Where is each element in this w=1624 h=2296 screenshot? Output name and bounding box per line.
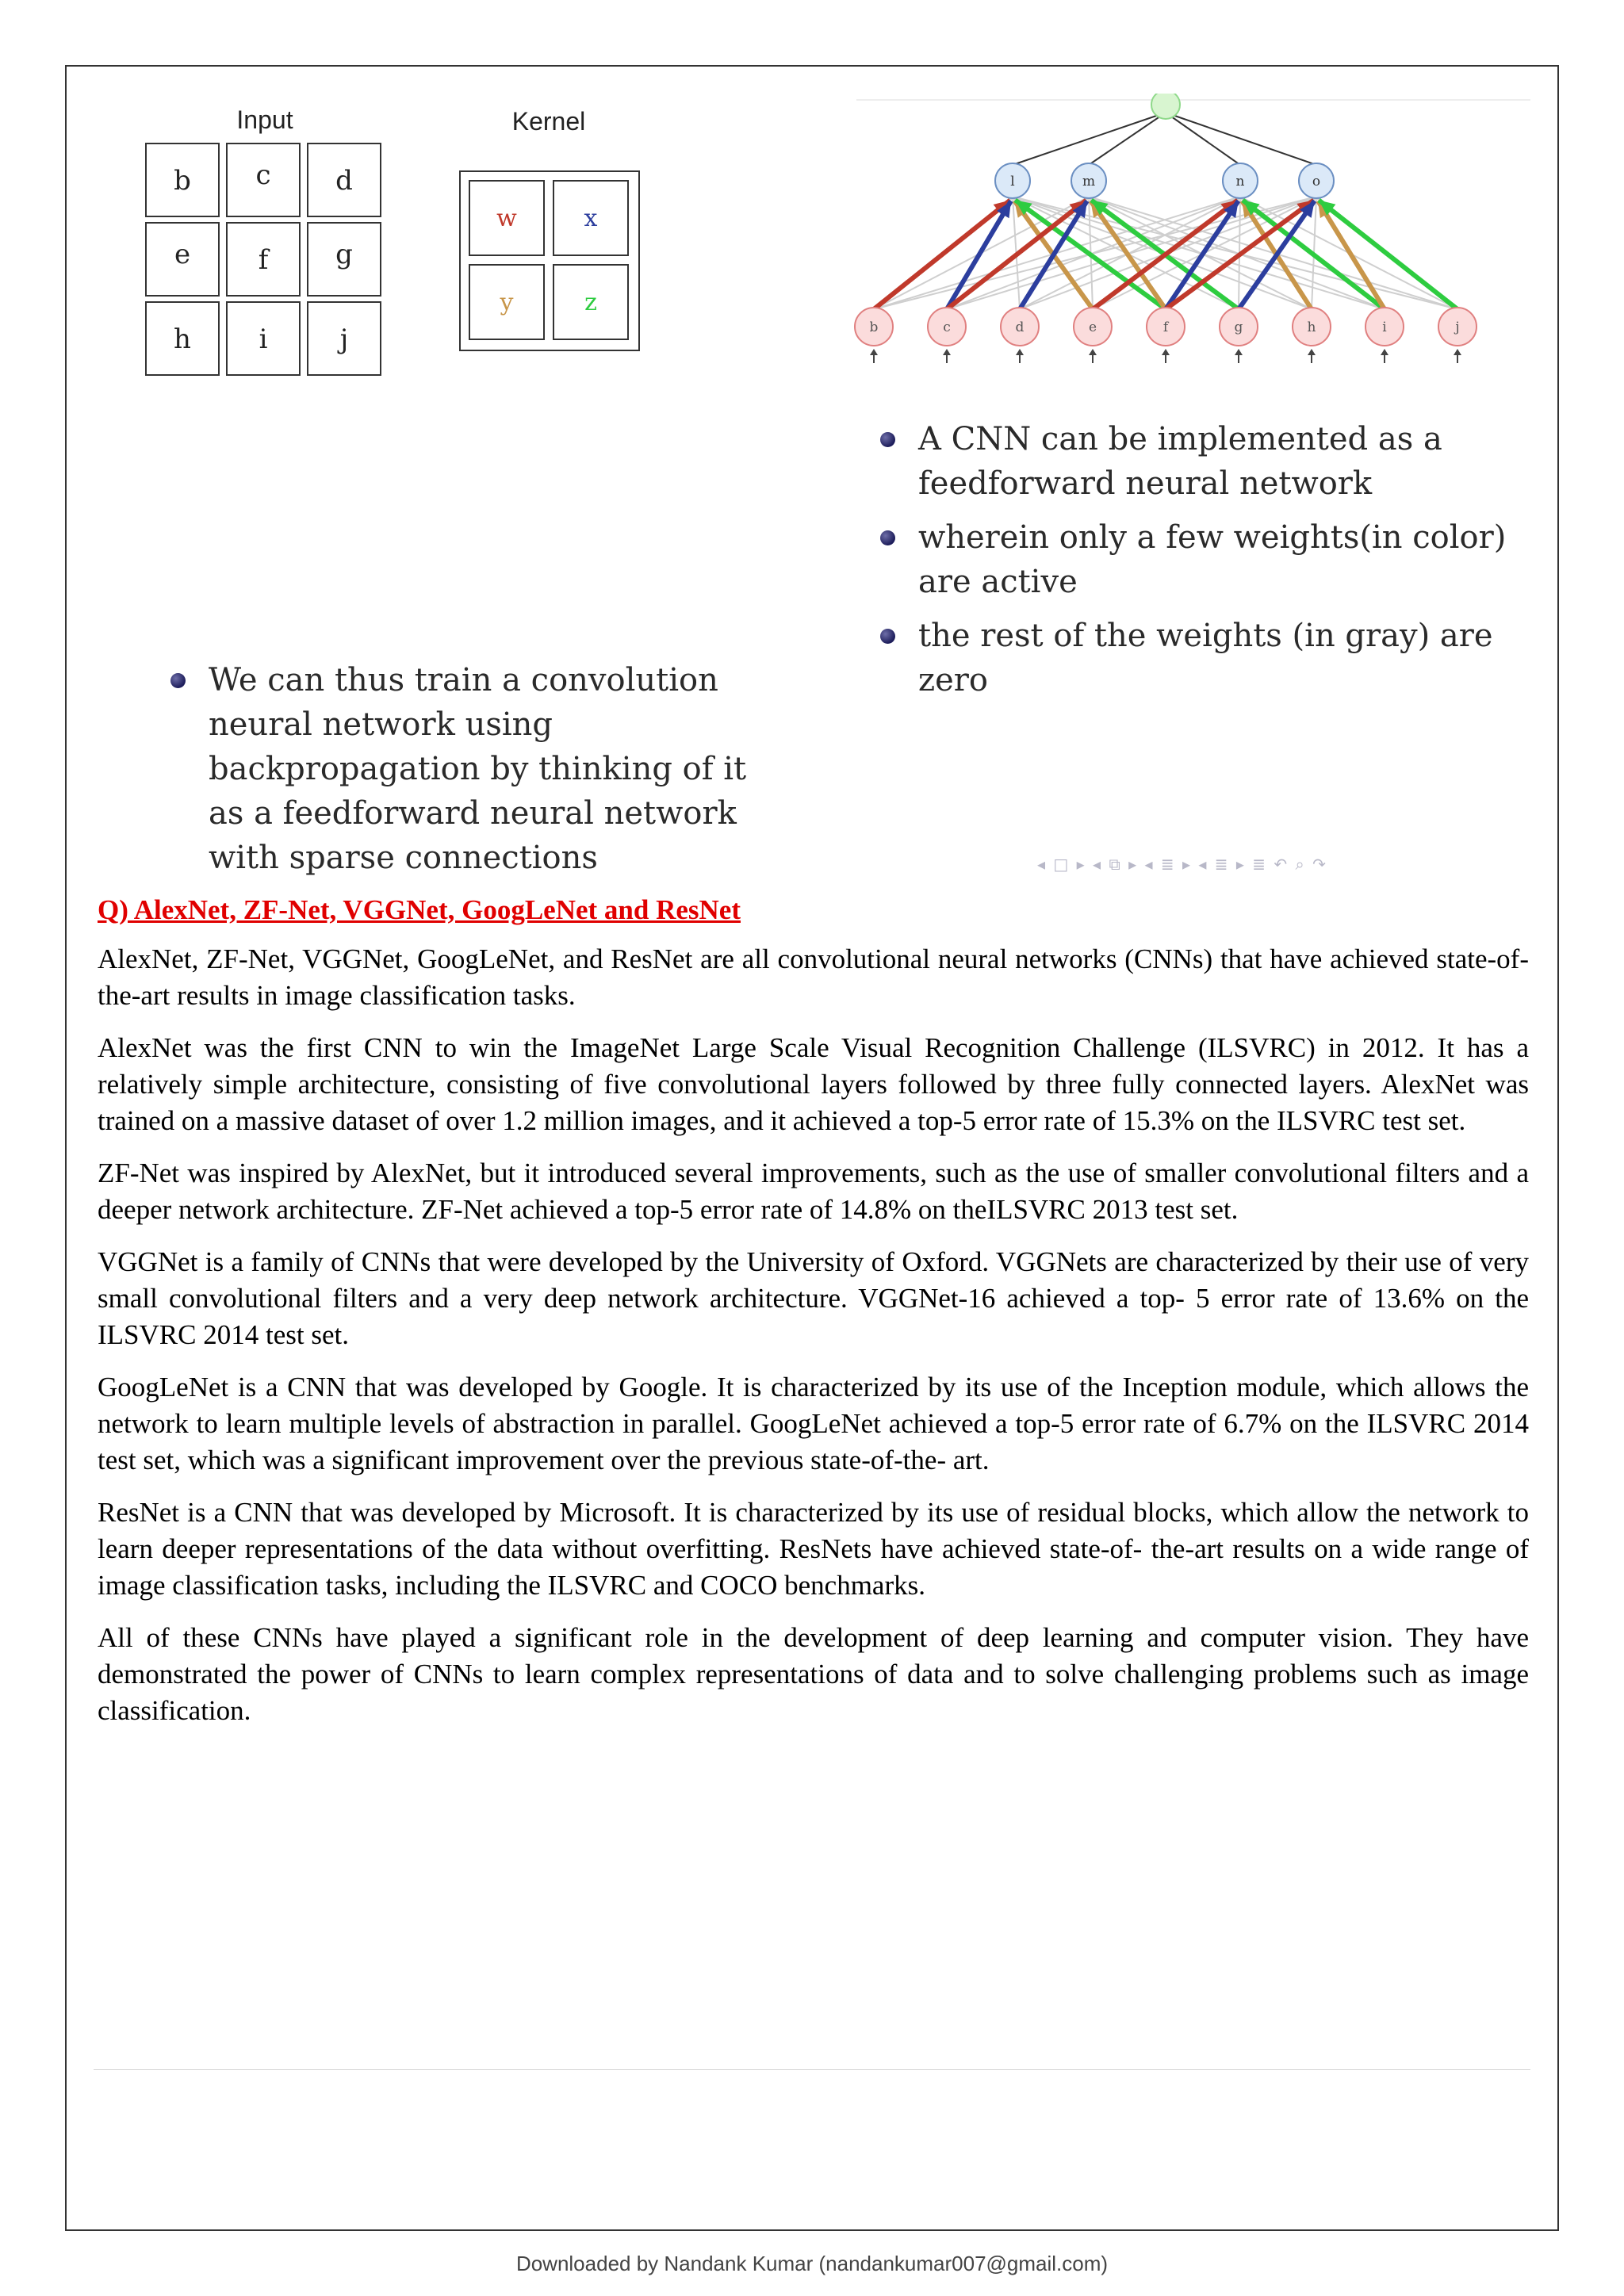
input-cell-label: b	[174, 165, 191, 197]
input-arrowhead	[1308, 349, 1316, 355]
active-weight-edge	[1166, 201, 1239, 309]
output-edge	[1166, 113, 1316, 165]
hidden-node-label: m	[1082, 174, 1096, 189]
input-arrowhead	[1089, 349, 1097, 355]
input-arrowhead	[1454, 349, 1461, 355]
lecture-slide-figure	[95, 94, 1530, 878]
input-node-label: e	[1088, 320, 1097, 335]
section-heading: Q) AlexNet, ZF-Net, VGGNet, GoogLeNet and ResNet	[98, 894, 741, 925]
output-node	[1151, 94, 1180, 119]
bullet-dot	[880, 530, 895, 545]
active-weights	[874, 200, 1457, 309]
input-arrowhead	[943, 349, 951, 355]
bullet-item	[170, 658, 781, 880]
kernel-frame	[460, 171, 639, 350]
input-node-label: j	[1455, 320, 1460, 335]
output-edge	[1089, 113, 1166, 165]
kernel-weight-w: w	[496, 205, 517, 232]
kernel-weight-x: x	[584, 205, 598, 232]
input-title: Input	[236, 105, 293, 134]
input-node-label: f	[1162, 320, 1169, 335]
kernel-weight-z: z	[584, 289, 597, 316]
right-bullet-list	[880, 417, 1530, 712]
document-body	[98, 892, 1529, 1745]
bullet-text: A CNN can be implemented as a feedforward neural network	[918, 421, 1442, 502]
bullet-item	[880, 515, 1530, 604]
input-cell-label: d	[335, 165, 353, 197]
hidden-node-label: n	[1235, 174, 1245, 189]
output-edge	[1166, 113, 1240, 165]
input-node-label: b	[869, 320, 879, 335]
paragraph-vggnet: VGGNet is a family of CNNs that were developed by the University of Oxford. VGGNets are characterized by their use of very small convolutional filters and a very deep network architecture. VGGNet-16 achieved a top- 5 error rate of 13.6% on the ILSVRC 2014 test set.	[98, 1246, 1529, 1350]
active-weight-edge	[1243, 200, 1385, 309]
input-arrowhead	[1016, 349, 1024, 355]
paragraph-alexnet: AlexNet was the first CNN to win the ImageNet Large Scale Visual Recognition Challenge (ILSVRC) in 2012. It has a relatively simple architecture, consisting of five convolutional layers followed by three fully connected layers. AlexNet was trained on a massive dataset of over 1.2 million images, and it achieved a top-5 error rate of 15.3% on the ILSVRC test set.	[98, 1032, 1529, 1136]
active-weight-edge	[947, 200, 1086, 309]
input-node-label: c	[943, 320, 951, 335]
input-arrowhead	[1235, 349, 1243, 355]
paragraph-conclusion: All of these CNNs have played a significant role in the development of deep learning and computer vision. They have demonstrated the power of CNNs to learn complex representations of data and to solve challenging problems such as image classification.	[98, 1622, 1529, 1726]
bullet-text: wherein only a few weights(in color) are active	[918, 519, 1507, 600]
hidden-node-label: o	[1312, 174, 1321, 189]
bullet-item	[880, 614, 1530, 702]
input-cell-label: i	[259, 323, 268, 355]
paragraph-zfnet: ZF-Net was inspired by AlexNet, but it introduced several improvements, such as the use of smaller convolutional filters and a deeper network architecture. ZF-Net achieved a top-5 error rate of 14.8% on theILSVRC 2013 test set.	[98, 1158, 1529, 1225]
input-arrowhead	[1162, 349, 1170, 355]
network-nodes	[855, 94, 1477, 363]
hidden-node-label: l	[1010, 174, 1015, 189]
left-bullet-list	[170, 658, 781, 890]
input-cell-label: c	[255, 159, 271, 191]
input-cell-label: e	[174, 239, 191, 270]
bullet-dot	[880, 432, 895, 447]
input-node-label: g	[1234, 320, 1243, 335]
bullet-dot	[880, 629, 895, 644]
output-edge	[1013, 113, 1166, 165]
bullet-dot	[170, 673, 186, 688]
input-cell-label: f	[258, 244, 269, 276]
input-cell-label: j	[339, 323, 349, 355]
download-footer: Downloaded by Nandank Kumar (nandankumar007@gmail.com)	[515, 2252, 1109, 2275]
paragraph-googlenet: GoogLeNet is a CNN that was developed by Google. It is characterized by its use of the Inception module, which allows the network to learn multiple levels of abstraction in parallel. GoogLeNet achieved a top-5 error rate of 6.7% on the ILSVRC 2014 test set, which was a significant improvement over the previous state-of-the- art.	[98, 1372, 1529, 1475]
input-cell-label: g	[335, 239, 353, 270]
bullet-item	[880, 417, 1530, 506]
input-node-label: h	[1307, 320, 1316, 335]
kernel-title: Kernel	[511, 107, 586, 136]
separator-line	[94, 2069, 1530, 2070]
input-cell-label: h	[174, 323, 191, 355]
bullet-text: the rest of the weights (in gray) are zero	[918, 618, 1493, 698]
input-node-label: d	[1015, 320, 1025, 335]
active-weight-edge	[1318, 201, 1385, 309]
input-arrowhead	[1381, 349, 1388, 355]
slide-navigation-icons: ◂ □ ▸ ◂ ⧉ ▸ ◂ ≣ ▸ ◂ ≣ ▸ ≣ ↶ ⌕ ↷	[1037, 855, 1327, 874]
paragraph-intro: AlexNet, ZF-Net, VGGNet, GoogLeNet, and ResNet are all convolutional neural networks (CNNs) that have achieved state-of-the-art results in image classification tasks.	[98, 943, 1529, 1011]
paragraph-resnet: ResNet is a CNN that was developed by Microsoft. It is characterized by its use of residual blocks, which allow the network to learn deeper representations of the data without overfitting. ResNets have achieved state-of- the-art results on a wide range of image classification tasks, including the ILSVRC and COCO benchmarks.	[98, 1497, 1529, 1601]
input-node-label: i	[1382, 320, 1387, 335]
output-connections	[1013, 113, 1316, 165]
bullet-text: We can thus train a convolution neural network using backpropagation by thinking of it as a feedforward neural network with sparse connections	[209, 662, 747, 876]
input-arrowhead	[870, 349, 878, 355]
kernel-weight-y: y	[500, 289, 514, 316]
